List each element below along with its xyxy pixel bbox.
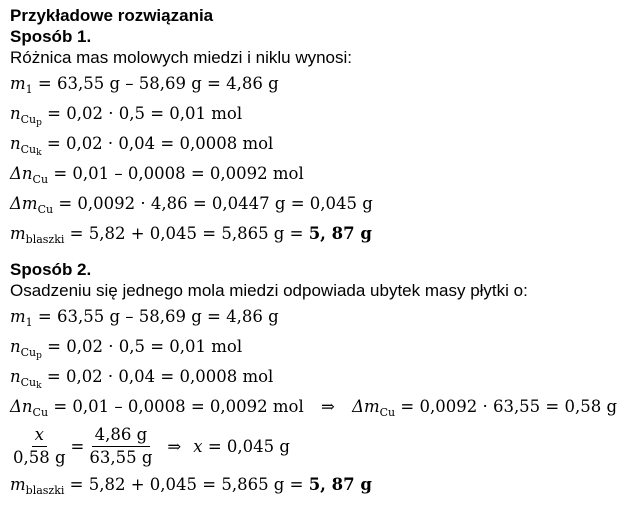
implies-arrow-icon: ⇒: [167, 436, 182, 456]
numerator: x: [34, 424, 44, 444]
expression: = 0,045 g: [207, 436, 290, 456]
var: Δm: [10, 194, 38, 213]
page-title: Przykładowe rozwiązania: [10, 6, 214, 25]
final-result: 5, 87 g: [308, 224, 372, 243]
var: n: [10, 104, 21, 123]
method2-eq-ncuk: [10, 362, 635, 392]
expression: = 0,02 · 0,5 = 0,01 mol: [47, 104, 243, 123]
var: m: [10, 74, 26, 93]
subscript: Cu: [20, 113, 37, 126]
method1-eq-dncu: [10, 159, 635, 189]
subscript: 1: [25, 316, 33, 329]
numerator: 4,86 g: [92, 425, 151, 447]
fraction-right: [86, 425, 155, 468]
method1-eq-ncup: [10, 99, 635, 129]
var: m: [10, 224, 26, 243]
method1-eq-mblaszki: [10, 219, 635, 249]
var: n: [10, 134, 21, 153]
method2-intro: Osadzeniu się jednego mola miedzi odpowiada ubytek masy płytki o:: [10, 281, 528, 300]
subscript: Cu: [37, 203, 54, 216]
expression: = 5,82 + 0,045 = 5,865 g =: [69, 224, 309, 243]
method2-eq-m1: [10, 302, 635, 332]
var: n: [10, 367, 21, 386]
expression: = 0,01 – 0,0008 = 0,0092 mol: [53, 397, 304, 416]
method1-heading: Sposób 1.: [10, 27, 92, 46]
method1-eq-m1: [10, 69, 635, 99]
expression: = 0,02 · 0,04 = 0,0008 mol: [46, 367, 274, 386]
denominator: 63,55 g: [89, 447, 153, 467]
expression: = 63,55 g – 58,69 g = 4,86 g: [37, 307, 279, 326]
var: x: [193, 436, 203, 456]
sub-subscript: k: [36, 381, 42, 391]
expression: = 0,02 · 0,5 = 0,01 mol: [47, 337, 243, 356]
denominator: 0,58 g: [13, 447, 66, 467]
method1-intro: Różnica mas molowych miedzi i niklu wynosi:: [10, 48, 353, 67]
var: Δm: [352, 397, 380, 416]
subscript: 1: [25, 83, 33, 96]
var: m: [10, 475, 26, 494]
expression: = 0,0092 · 4,86 = 0,0447 g = 0,045 g: [58, 194, 373, 213]
method2-eq-dncu-dmcu: [10, 392, 635, 422]
method2-heading: Sposób 2.: [10, 260, 92, 279]
sub-subscript: k: [36, 148, 42, 158]
sub-subscript: p: [36, 351, 42, 361]
subscript: Cu: [20, 143, 37, 156]
subscript: Cu: [379, 406, 396, 419]
solutions-document: [10, 5, 635, 500]
subscript: Cu: [20, 346, 37, 359]
method1-eq-dmcu: [10, 189, 635, 219]
fraction-left: [10, 425, 69, 468]
expression: = 0,0092 · 63,55 = 0,58 g: [400, 397, 618, 416]
var: Δn: [10, 164, 33, 183]
method2-eq-mblaszki: [10, 470, 635, 500]
subscript: Cu: [20, 376, 37, 389]
method1-eq-ncuk: [10, 129, 635, 159]
expression: = 63,55 g – 58,69 g = 4,86 g: [37, 74, 279, 93]
subscript: Cu: [32, 173, 49, 186]
expression: = 0,01 – 0,0008 = 0,0092 mol: [53, 164, 304, 183]
subscript: blaszki: [25, 484, 65, 497]
final-result: 5, 87 g: [308, 475, 372, 494]
expression: = 5,82 + 0,045 = 5,865 g =: [69, 475, 309, 494]
method2-eq-ncup: [10, 332, 635, 362]
expression: = 0,02 · 0,04 = 0,0008 mol: [46, 134, 274, 153]
subscript: Cu: [32, 406, 49, 419]
sub-subscript: p: [36, 118, 42, 128]
var: Δn: [10, 397, 33, 416]
implies-arrow-icon: ⇒: [321, 397, 335, 416]
var: m: [10, 307, 26, 326]
equals-sign: =: [70, 436, 85, 456]
method2-proportion: [10, 422, 635, 470]
var: n: [10, 337, 21, 356]
subscript: blaszki: [25, 233, 65, 246]
